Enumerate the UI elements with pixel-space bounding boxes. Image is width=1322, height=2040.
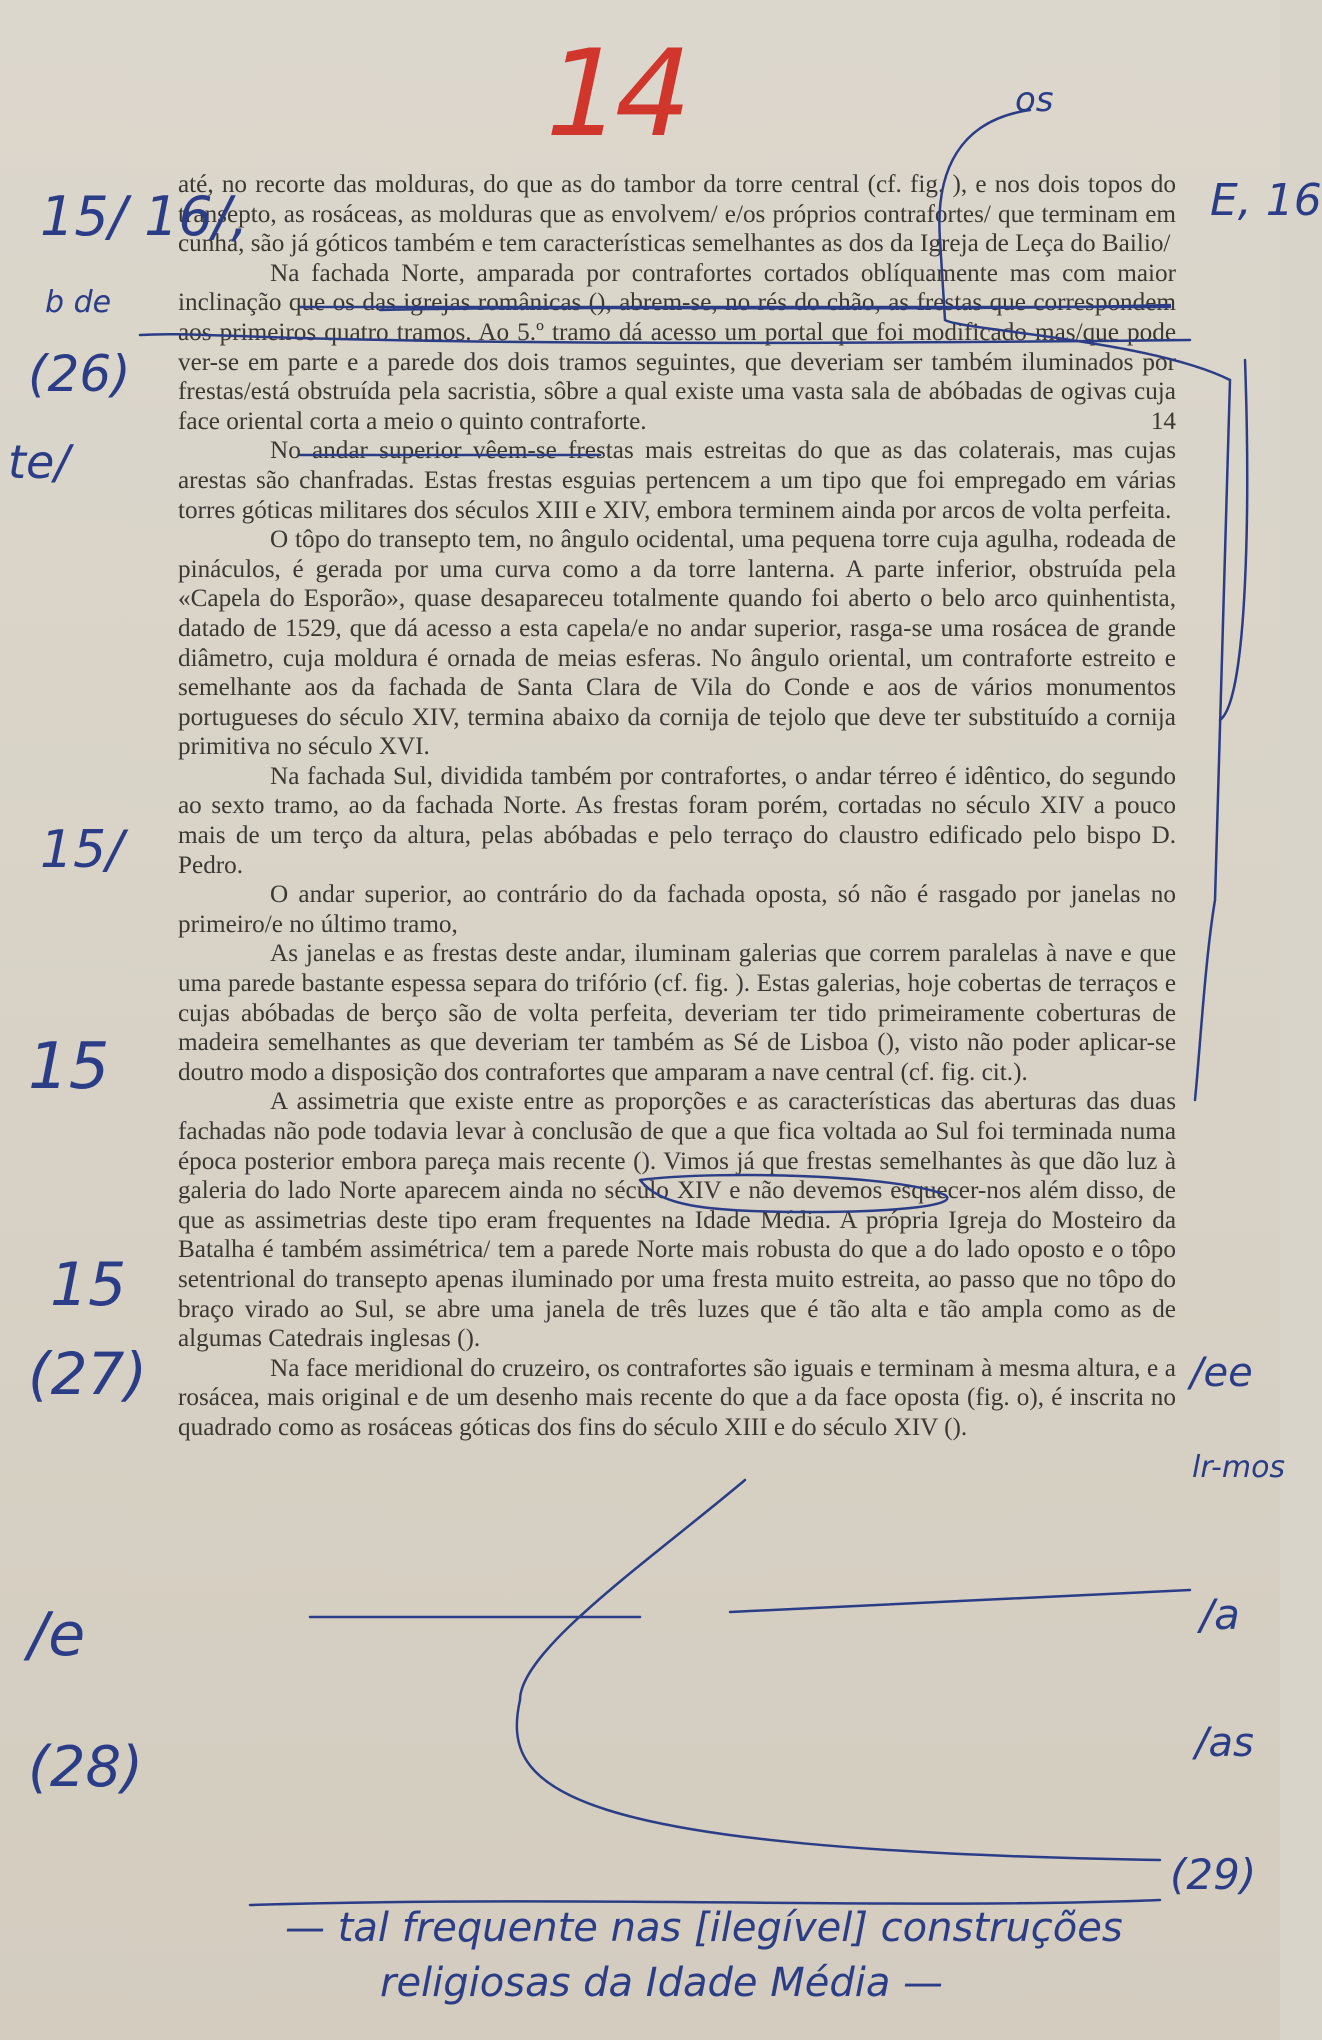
margin-note-15b: 15/ bbox=[40, 820, 124, 880]
margin-note-ee: /ee bbox=[1190, 1350, 1253, 1396]
right-margin-insertion-line bbox=[1220, 360, 1247, 720]
paragraph-8: A assimetria que existe entre as proporções e as características das aberturas das duas fachadas não pode todavia levar à conclusão de que a que fica voltada ao Sul foi terminada numa época posterior embora pareça mais recente (). Vimos já que frestas semelhantes às que dão luz à galeria do lado Norte aparecem ainda no século XIV e não devemos esquecer-nos além disso, de que as assimetrias deste tipo eram frequentes na Idade Média. A própria Igreja do Mosteiro da Batalha é também assimétrica/ tem a parede Norte mais robusta do que a do lado oposto e o tôpo setentrional do transepto apenas iluminado por uma fresta muito estreita, ao passo que no tôpo do braço virado ao Sul, se abre uma janela de três luzes que é tão alta e tão ampla como as de algumas Catedrais inglesas (). bbox=[178, 1088, 1176, 1353]
margin-note-lr-mos: lr-mos bbox=[1192, 1450, 1286, 1485]
paragraph-4: O tôpo do transepto tem, no ângulo ocidental, uma pequena torre cuja agulha, rodeada de pináculos, é gerada por uma curva como a da torre lanterna. A parte inferior, obstruída pela «Capela do Esporão», quase desapareceu totalmente quando foi aberto o belo arco quinhentista, datado de 1529, que dá acesso a esta capela/e no andar superior, rasga-se uma rosácea de grande diâmetro, cuja moldura é ornada de meias esferas. No ângulo oriental, um contraforte estreito e semelhante aos da fachada de Santa Clara de Vila do Conde e aos de vários monumentos portugueses do século XIV, termina abaixo da cornija de tejolo que deve ter substituído a cornija primitiva no século XVI. bbox=[178, 526, 1176, 761]
margin-note-26: (26) bbox=[28, 345, 131, 403]
strikethrough-assimetrias bbox=[730, 1590, 1190, 1612]
margin-note-b-de: b de bbox=[45, 285, 112, 320]
footer-handwriting-line-2: religiosas da Idade Média — bbox=[380, 1960, 944, 2006]
margin-note-te: te/ bbox=[8, 435, 70, 489]
paragraph-5: Na fachada Sul, dividida também por contrafortes, o andar térreo é idêntico, do segundo ao sexto tramo, ao da fachada Norte. As frestas foram porém, cortadas no século XIV a pouco mais de um terço da altura, pelas abóbadas e pelo terraço do claustro edificado pelo bispo D. Pedro. bbox=[178, 762, 1176, 879]
footer-handwriting-line-1: — tal frequente nas [ilegível] construções bbox=[285, 1905, 1123, 1951]
margin-note-15-16: 15/ 16/, bbox=[40, 185, 249, 248]
footer-underline bbox=[250, 1900, 1160, 1905]
margin-note-29: (29) bbox=[1170, 1850, 1257, 1899]
paragraph-2-text: Na fachada Norte, amparada por contrafortes cortados oblíquamente mas com maior inclinação que os das igrejas românicas (), abrem-se, no rés do chão, as frestas que correspondem aos primeiros quatro tramos. Ao 5.º tramo dá acesso um portal que foi modificado mas/que pode ver-se em parte e a parede dos dois tramos seguintes, que deveriam ser também iluminados por frestas/está obstruída pela sacristia, sôbre a qual existe uma vasta sala de abóbadas de ogivas cuja face oriental corta a meio o quinto contraforte. bbox=[178, 259, 1176, 435]
margin-note-a: /a bbox=[1200, 1590, 1240, 1639]
margin-note-27: (27) bbox=[28, 1340, 148, 1408]
insertion-bracket-line bbox=[939, 110, 1230, 1100]
margin-note-28: (28) bbox=[28, 1735, 143, 1800]
margin-note-e16: E, 16 bbox=[1210, 175, 1322, 226]
paragraph-3: No andar superior vêem-se frestas mais estreitas do que as das colaterais, mas cujas arestas são chanfradas. Estas frestas esguias pertencem a um tipo que foi empregado em várias torres góticas militares dos séculos XIII e XIV, embora terminem ainda por arcos de volta perfeita. bbox=[178, 437, 1176, 524]
margin-note-as: /as bbox=[1195, 1720, 1254, 1766]
margin-note-os: os bbox=[1015, 80, 1054, 120]
margin-note-e: /e bbox=[28, 1600, 86, 1670]
red-folio-number: 14 bbox=[530, 25, 701, 164]
margin-note-15d: 15 bbox=[50, 1250, 127, 1320]
margin-note-15c: 15 bbox=[28, 1030, 110, 1104]
insertion-curve-south bbox=[517, 1480, 1160, 1860]
paragraph-1: até, no recorte das molduras, do que as do tambor da torre central (cf. fig. ), e nos dois topos do transepto, as rosáceas, as molduras que as envolvem/ e/os próprios contrafortes/ que terminam em cunha, são já góticos também e tem características semelhantes as dos da Igreja de Leça do Bailio/ bbox=[178, 171, 1176, 258]
paragraph-6: O andar superior, ao contrário do da fachada oposta, só não é rasgado por janelas no primeiro/e no último tramo, bbox=[178, 881, 1176, 938]
circled-ultimo-tramo bbox=[640, 1175, 947, 1212]
paragraph-7: As janelas e as frestas deste andar, iluminam galerias que correm paralelas à nave e que uma parede bastante espessa separa do trifório (cf. fig. ). Estas galerias, hoje cobertas de terraços e cujas abóbadas de berço são de volta perfeita, deveriam ter tido primeiramente coberturas de madeira semelhantes as que deveriam ter também as Sé de Lisboa (), visto não poder aplicar-se doutro modo a disposição dos contrafortes que amparam a nave central (cf. fig. cit.). bbox=[178, 940, 1176, 1086]
page-number: 14 bbox=[1150, 407, 1176, 435]
paragraph-9: Na face meridional do cruzeiro, os contrafortes são iguais e terminam à mesma altura, e a rosácea, mais original e de um desenho mais recente do que a da face oposta (fig. o), é inscrita no quadrado como as rosáceas góticas dos fins do século XIII e do século XIV (). bbox=[178, 1354, 1176, 1441]
